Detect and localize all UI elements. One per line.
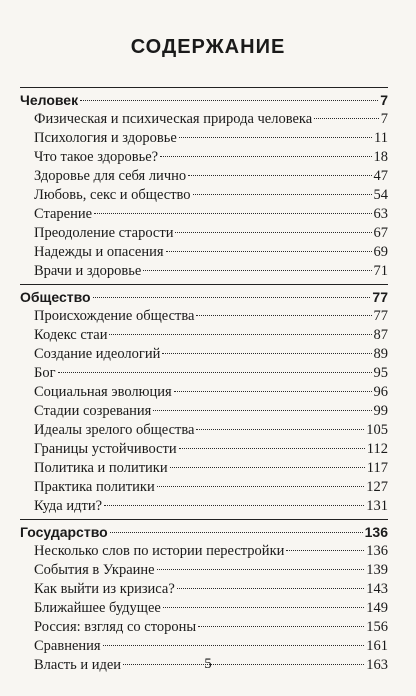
toc-entry[interactable] xyxy=(20,402,388,421)
toc-entry-title: Психология и здоровье xyxy=(34,130,177,146)
toc-entry[interactable] xyxy=(20,224,388,243)
toc-page-number: 143 xyxy=(366,581,388,597)
toc-page-number: 77 xyxy=(372,289,388,305)
toc-entry-title: Надежды и опасения xyxy=(34,244,164,260)
toc-entry-title: События в Украине xyxy=(34,562,155,578)
toc-entry-title: Несколько слов по истории перестройки xyxy=(34,543,285,559)
toc-section xyxy=(20,523,388,675)
dot-leader xyxy=(314,118,379,119)
dot-leader xyxy=(174,391,372,392)
dot-leader xyxy=(179,448,365,449)
toc-page-number: 54 xyxy=(373,187,388,203)
dot-leader xyxy=(188,175,371,176)
toc-page-number: 77 xyxy=(373,308,388,324)
toc-entry-title: Политика и политики xyxy=(34,460,168,476)
dot-leader xyxy=(193,194,372,195)
toc-entry[interactable] xyxy=(20,478,388,497)
toc-entry[interactable] xyxy=(20,580,388,599)
toc-section-title: Человек xyxy=(20,92,79,108)
toc-entry-title: Здоровье для себя лично xyxy=(34,168,187,184)
toc-entry-title: Идеалы зрелого общества xyxy=(34,422,195,438)
toc-section-heading[interactable] xyxy=(20,91,388,110)
toc-entry-title: Физическая и психическая природа человека xyxy=(34,111,313,127)
toc-section-heading[interactable] xyxy=(20,523,388,542)
dot-leader xyxy=(103,645,365,646)
toc-entry[interactable] xyxy=(20,440,388,459)
toc-entry[interactable] xyxy=(20,110,388,129)
toc-page-number: 131 xyxy=(366,498,388,514)
toc-entry-title: Преодоление старости xyxy=(34,225,174,241)
dot-leader xyxy=(153,410,371,411)
toc-page-number: 156 xyxy=(366,619,388,635)
toc-entry-title: Любовь, секс и общество xyxy=(34,187,191,203)
toc-entry[interactable] xyxy=(20,307,388,326)
toc-entry-title: Социальная эволюция xyxy=(34,384,172,400)
dot-leader xyxy=(166,251,372,252)
toc-section-title: Общество xyxy=(20,289,91,305)
toc-entry[interactable] xyxy=(20,345,388,364)
toc-page-number: 7 xyxy=(380,111,388,127)
dot-leader xyxy=(93,297,371,298)
toc-page-number: 136 xyxy=(364,524,388,540)
toc-entry-title: Границы устойчивости xyxy=(34,441,177,457)
toc-page-number: 87 xyxy=(373,327,388,343)
table-of-contents xyxy=(20,84,388,675)
dot-leader xyxy=(179,137,372,138)
toc-entry-title: Бог xyxy=(34,365,56,381)
section-divider xyxy=(20,87,388,88)
toc-entry[interactable] xyxy=(20,326,388,345)
toc-entry[interactable] xyxy=(20,561,388,580)
toc-page-number: 112 xyxy=(366,441,388,457)
dot-leader xyxy=(170,467,365,468)
dot-leader xyxy=(160,156,371,157)
dot-leader xyxy=(177,588,364,589)
dot-leader xyxy=(109,334,371,335)
dot-leader xyxy=(162,353,371,354)
toc-entry-title: Куда идти? xyxy=(34,498,103,514)
toc-entry-title: Врачи и здоровье xyxy=(34,263,142,279)
toc-page-number: 67 xyxy=(373,225,388,241)
page-title: СОДЕРЖАНИЕ xyxy=(130,36,286,58)
toc-entry[interactable] xyxy=(20,542,388,561)
toc-entry-title: Кодекс стаи xyxy=(34,327,108,343)
dot-leader xyxy=(286,550,364,551)
dot-leader xyxy=(58,372,372,373)
toc-page-number: 96 xyxy=(373,384,388,400)
toc-page-number: 89 xyxy=(373,346,388,362)
toc-entry-title: Ближайшее будущее xyxy=(34,600,161,616)
toc-page-number: 7 xyxy=(380,92,388,108)
toc-entry-title: Происхождение общества xyxy=(34,308,195,324)
toc-page-number: 127 xyxy=(366,479,388,495)
toc-page-number: 95 xyxy=(373,365,388,381)
toc-page-number: 47 xyxy=(373,168,388,184)
toc-entry[interactable] xyxy=(20,383,388,402)
dot-leader xyxy=(94,213,371,214)
section-divider xyxy=(20,519,388,520)
toc-section xyxy=(20,288,388,516)
toc-entry-title: Создание идеологий xyxy=(34,346,161,362)
toc-section-heading[interactable] xyxy=(20,288,388,307)
toc-entry-title: Россия: взгляд со стороны xyxy=(34,619,197,635)
toc-entry-title: Стадии созревания xyxy=(34,403,152,419)
toc-entry[interactable] xyxy=(20,637,388,656)
toc-entry[interactable] xyxy=(20,148,388,167)
section-divider xyxy=(20,284,388,285)
toc-entry[interactable] xyxy=(20,167,388,186)
toc-page-number: 71 xyxy=(373,263,388,279)
toc-page-number: 63 xyxy=(373,206,388,222)
toc-page-number: 163 xyxy=(366,657,388,673)
toc-entry[interactable] xyxy=(20,618,388,637)
toc-page-number: 99 xyxy=(373,403,388,419)
toc-page-number: 11 xyxy=(374,130,388,146)
dot-leader xyxy=(104,505,364,506)
toc-entry[interactable] xyxy=(20,129,388,148)
dot-leader xyxy=(196,429,364,430)
toc-entry[interactable] xyxy=(20,262,388,281)
toc-page-number: 105 xyxy=(366,422,388,438)
toc-entry[interactable] xyxy=(20,421,388,440)
toc-entry[interactable] xyxy=(20,497,388,516)
toc-entry-title: Как выйти из кризиса? xyxy=(34,581,175,597)
dot-leader xyxy=(196,315,371,316)
toc-entry[interactable] xyxy=(20,364,388,383)
toc-page-number: 69 xyxy=(373,244,388,260)
toc-entry[interactable] xyxy=(20,459,388,478)
toc-entry[interactable] xyxy=(20,205,388,224)
dot-leader xyxy=(80,100,378,101)
toc-entry-title: Практика политики xyxy=(34,479,155,495)
toc-entry[interactable] xyxy=(20,186,388,205)
toc-entry[interactable] xyxy=(20,599,388,618)
dot-leader xyxy=(110,532,363,533)
toc-page-number: 149 xyxy=(366,600,388,616)
toc-page-number: 136 xyxy=(366,543,388,559)
toc-page-number: 139 xyxy=(366,562,388,578)
toc-entry-title: Сравнения xyxy=(34,638,101,654)
toc-entry[interactable] xyxy=(20,243,388,262)
toc-page-number: 18 xyxy=(373,149,388,165)
toc-page-number: 117 xyxy=(366,460,388,476)
dot-leader xyxy=(198,626,364,627)
toc-section xyxy=(20,91,388,281)
dot-leader xyxy=(157,569,365,570)
toc-entry-title: Что такое здоровье? xyxy=(34,149,159,165)
dot-leader xyxy=(143,270,371,271)
toc-entry-title: Власть и идеи xyxy=(34,657,122,673)
toc-entry-title: Старение xyxy=(34,206,93,222)
toc-page-number: 161 xyxy=(366,638,388,654)
dot-leader xyxy=(175,232,371,233)
dot-leader xyxy=(163,607,364,608)
dot-leader xyxy=(157,486,365,487)
page-number: 5 xyxy=(204,656,212,672)
toc-section-title: Государство xyxy=(20,524,108,540)
